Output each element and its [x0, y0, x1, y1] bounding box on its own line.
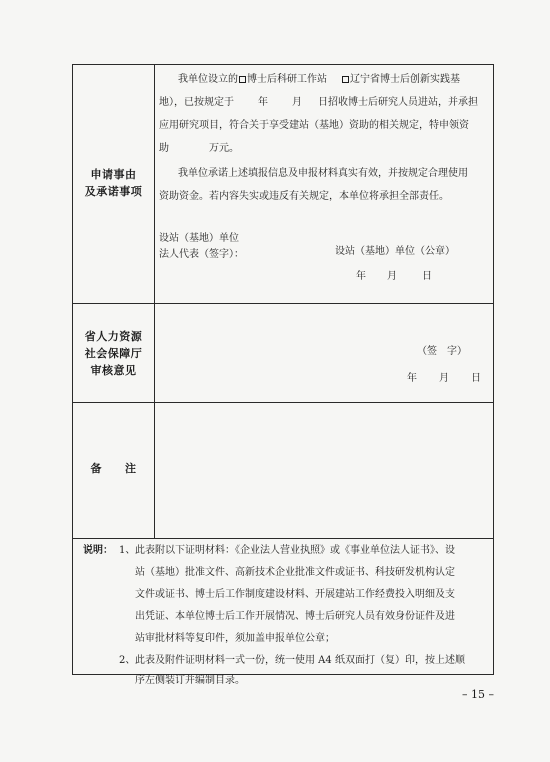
note1-number: 1、	[119, 545, 136, 556]
note1-line4: 出凭证、本单位博士后工作开展情况、博士后研究人员有效身份证件及进	[135, 611, 455, 622]
application-date-day: 日	[422, 271, 432, 282]
rep-line2: 法人代表（签字）：	[159, 249, 244, 260]
checkbox-workstation[interactable]	[239, 76, 246, 83]
remarks-row-label: 备 注	[90, 462, 137, 475]
checkbox-innovation-base[interactable]	[342, 76, 349, 83]
note2-line1: 此表及附件证明材料一式一份，统一使用 A4 纸双面打（复）印，按上述顺	[135, 655, 465, 666]
para1-line4-prefix: 助	[159, 143, 169, 154]
note2-number: 2、	[119, 655, 136, 666]
note2-line2: 序左侧装订并编制目录。	[135, 675, 245, 686]
application-row-label	[73, 166, 154, 200]
application-para1-line2	[159, 92, 478, 113]
application-form-table	[72, 64, 494, 686]
application-date-year: 年	[356, 271, 366, 282]
page-number: – 15 –	[462, 688, 494, 701]
review-row-label	[73, 328, 154, 379]
application-para1-line1	[178, 69, 460, 90]
application-date-month: 月	[387, 271, 397, 282]
review-date-day: 日	[471, 373, 481, 384]
official-seal-label: 设站（基地）单位（公章）	[335, 246, 455, 257]
note1-line2: 站（基地）批准文件、高新技术企业批准文件或证书、科技研发机构认定	[135, 567, 455, 578]
checkbox-innovation-base-label: 辽宁省博士后创新实践基	[350, 74, 460, 85]
application-label-line2: 及承诺事项	[84, 185, 143, 198]
para1-prefix: 我单位设立的	[178, 74, 238, 85]
row-divider	[73, 303, 493, 304]
para1-line2-suffix: 日招收博士后研究人员进站，并承担	[318, 97, 478, 108]
para1-year-label: 年	[258, 97, 268, 108]
para1-line4-suffix: 万元。	[209, 143, 239, 154]
review-date-month: 月	[439, 373, 449, 384]
para1-month-label: 月	[292, 97, 302, 108]
review-label-line1: 省人力资源	[84, 330, 143, 343]
note1-line1: 此表附以下证明材料：《企业法人营业执照》或《事业单位法人证书》、设	[135, 545, 455, 556]
para1-line2-prefix: 地），已按规定于	[159, 97, 234, 108]
legal-representative-signature	[159, 231, 244, 263]
remarks-field[interactable]	[155, 403, 493, 537]
column-divider	[154, 65, 155, 402]
note1-line5: 站审批材料等复印件，须加盖申报单位公章；	[135, 633, 335, 644]
review-date-year: 年	[407, 373, 417, 384]
notes-title: 说明：	[83, 545, 113, 556]
review-label-line3: 审核意见	[90, 364, 137, 377]
row-divider	[73, 538, 493, 539]
application-para1-line4	[159, 138, 239, 159]
review-label-line2: 社会保障厅	[84, 347, 143, 360]
application-para1-line3: 应用研究项目，符合关于享受建站（基地）资助的相关规定，特申领资	[159, 120, 469, 131]
application-label-line1: 申请事由	[90, 168, 137, 181]
note1-line3: 文件或证书、博士后工作制度建设材料、开展建站工作经费投入明细及支	[135, 589, 455, 600]
application-para2-line2: 资助资金。若内容失实或违反有关规定，本单位将承担全部责任。	[159, 191, 449, 202]
checkbox-workstation-label: 博士后科研工作站	[247, 74, 327, 85]
rep-line1: 设站（基地）单位	[159, 233, 239, 244]
application-para2-line1: 我单位承诺上述填报信息及申报材料真实有效，并按规定合理使用	[178, 168, 468, 179]
review-signature-label: （签 字）	[417, 346, 467, 357]
